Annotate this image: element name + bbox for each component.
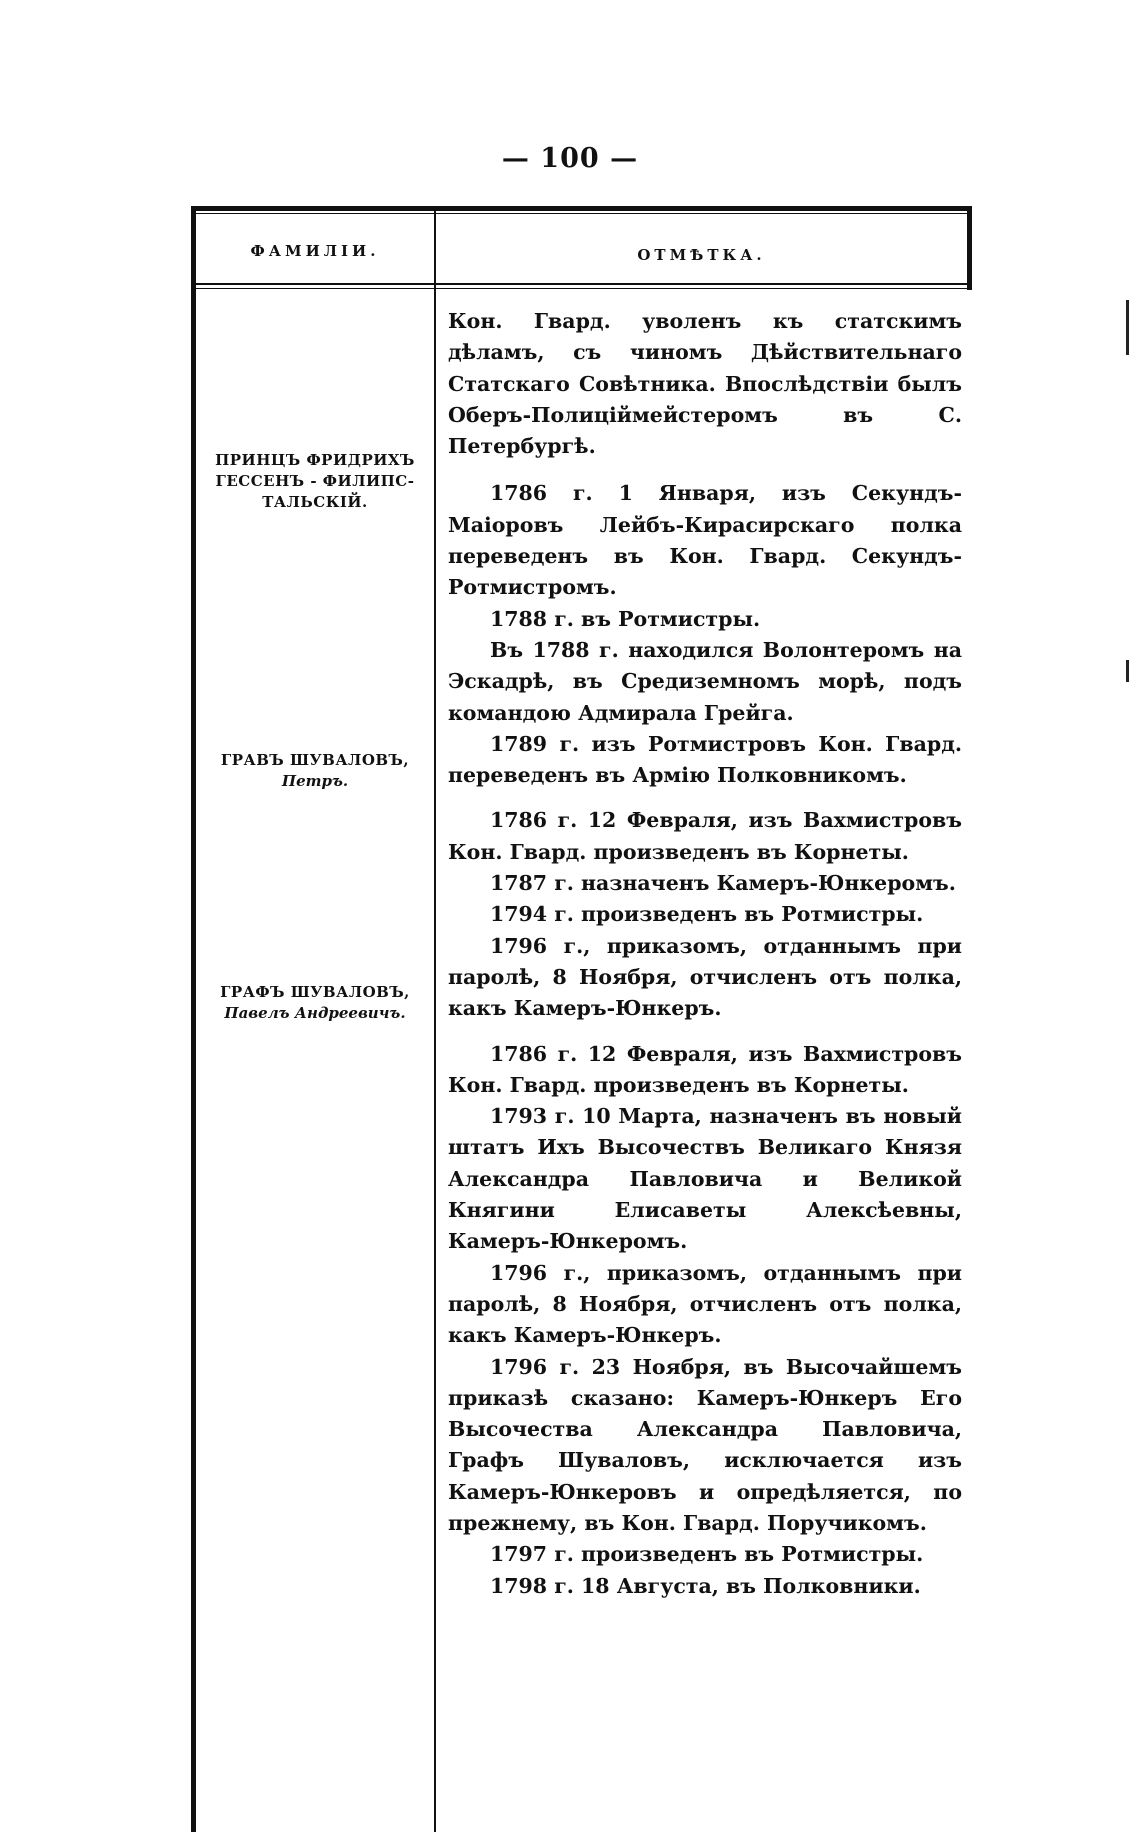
note-paragraph: 1789 г. изъ Ротмистровъ Кон. Гвард. переведенъ въ Армію Полковникомъ. [448, 731, 962, 788]
note-paragraph: 1797 г. произведенъ въ Ротмистры. [490, 1542, 924, 1567]
name-entry-prince-friedrich [196, 450, 434, 513]
note-paragraph: 1787 г. назначенъ Камеръ-Юнкеромъ. [490, 871, 956, 896]
note-paragraph: 1796 г., приказомъ, отданнымъ при паролѣ, 8 Ноября, отчисленъ отъ полка, какъ Камеръ-Юнкеръ. [448, 1260, 962, 1348]
table-top-border-inner [191, 213, 972, 214]
note-paragraph: 1786 г. 1 Января, изъ Секундъ-Маіоровъ Лейбъ-Кирасирскаго полка переведенъ въ Кон. Гвард. Секундъ-Ротмистромъ. [448, 481, 962, 600]
name-subline: Павелъ Андреевичъ. [224, 1004, 406, 1022]
notes-column [448, 306, 962, 1602]
column-divider [434, 206, 436, 1832]
name-line: ТАЛЬСКІЙ. [262, 493, 368, 511]
scan-edge-mark [1126, 300, 1129, 355]
note-paragraph: Кон. Гвард. уволенъ къ статскимъ дѣламъ, съ чиномъ Дѣйствительнаго Статскаго Совѣтника. Впослѣдствіи былъ Оберъ-Полиціймейстеромъ въ С. Петербургѣ. [448, 309, 962, 459]
table-right-border [967, 206, 972, 290]
note-paragraph: 1794 г. произведенъ въ Ротмистры. [490, 902, 924, 927]
name-line: ГЕССЕНЪ - ФИЛИПС- [215, 472, 415, 490]
note-paragraph: Въ 1788 г. находился Волонтеромъ на Эскадрѣ, въ Средиземномъ морѣ, подъ командою Адмирала Грейга. [448, 637, 962, 725]
name-entry-shuvalov-pavel [196, 982, 434, 1024]
note-paragraph: 1793 г. 10 Марта, назначенъ въ новый штатъ Ихъ Высочествъ Великаго Князя Александра Павловича и Великой Княгини Елисаветы Алексѣевны, Камеръ-Юнкеромъ. [448, 1104, 962, 1254]
note-paragraph: 1796 г., приказомъ, отданнымъ при паролѣ, 8 Ноября, отчисленъ отъ полка, какъ Камеръ-Юнкеръ. [448, 933, 962, 1021]
page-number: — 100 — [501, 143, 639, 174]
scan-edge-mark [1126, 660, 1129, 682]
column-header-notes: ОТМѢТКА. [637, 246, 766, 264]
name-line: ГРАВЪ ШУВАЛОВЪ, [220, 751, 410, 769]
name-line: ПРИНЦЪ ФРИДРИХЪ [215, 451, 415, 469]
note-paragraph: 1798 г. 18 Августа, въ Полковники. [490, 1573, 921, 1598]
note-paragraph: 1786 г. 12 Февраля, изъ Вахмистровъ Кон. Гвард. произведенъ въ Корнеты. [448, 1041, 962, 1097]
name-line: ГРАФЪ ШУВАЛОВЪ, [220, 983, 410, 1001]
table-top-border [191, 206, 972, 211]
column-header-surnames: ФАМИЛІИ. [250, 242, 380, 260]
name-entry-shuvalov-petr [196, 750, 434, 792]
header-rule-inner [191, 288, 972, 289]
note-paragraph: 1796 г. 23 Ноября, въ Высочайшемъ приказѣ сказано: Камеръ-Юнкеръ Его Высочества Александра Павловича, Графъ Шуваловъ, исключается изъ Камеръ-Юнкеровъ и опредѣляется, по прежнему, въ Кон. Гвард. Поручикомъ. [448, 1354, 962, 1535]
header-rule [191, 283, 972, 285]
note-paragraph: 1786 г. 12 Февраля, изъ Вахмистровъ Кон. Гвард. произведенъ въ Корнеты. [448, 808, 962, 864]
name-subline: Петръ. [281, 772, 349, 790]
note-paragraph: 1788 г. въ Ротмистры. [490, 606, 761, 631]
